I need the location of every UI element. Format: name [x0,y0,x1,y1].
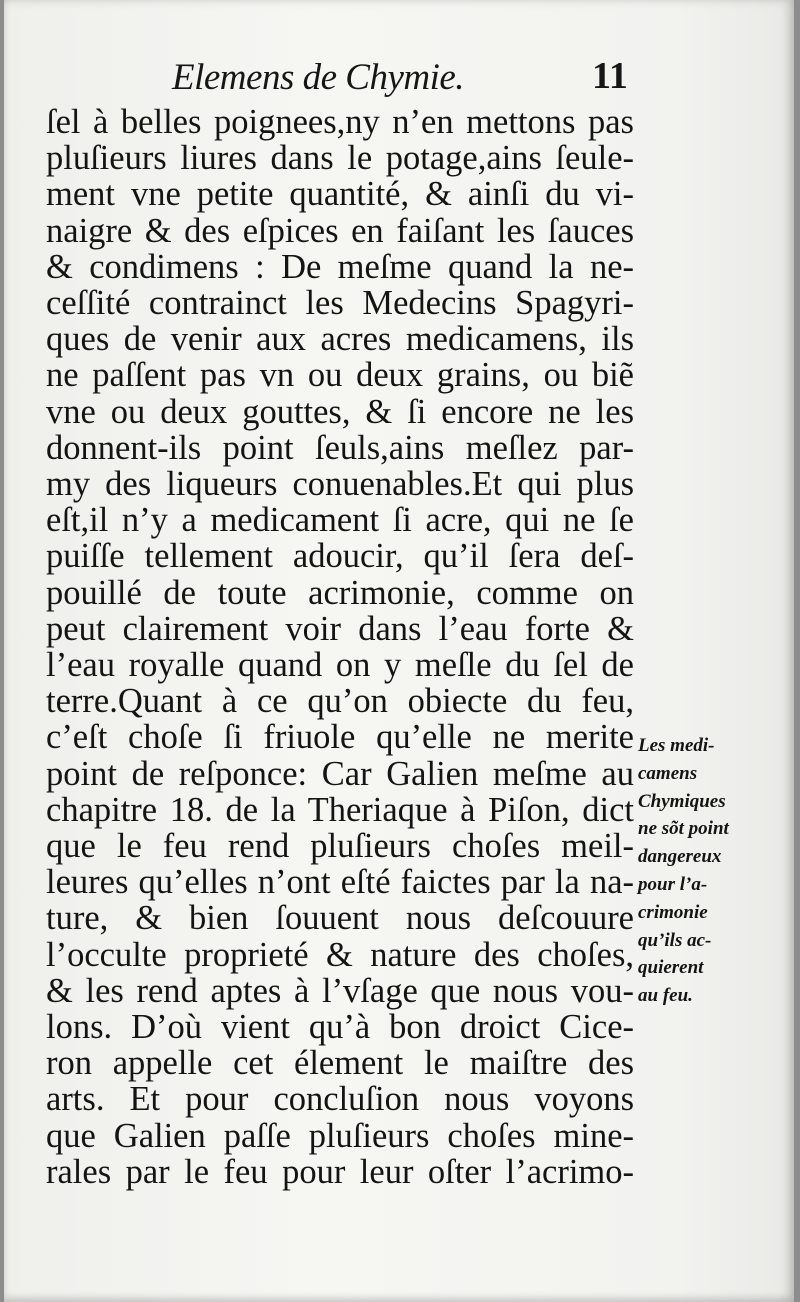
text-line: l’occulte proprieté & nature des choſes, [46,935,634,974]
running-title: Elemens de Chymie. [172,57,465,98]
text-line: lons. D’où vient qu’à bon droict Cice- [46,1008,634,1047]
text-line: que Galien paſſe pluſieurs choſes mine- [46,1116,634,1155]
text-line: l’eau royalle quand on y meſle du ſel de [46,646,634,685]
text-line: ture, & bien ſouuent nous deſcouure [46,899,634,938]
text-line: rales par le feu pour leur oſter l’acrimo- [46,1152,634,1191]
text-line: ne paſſent pas vn ou deux grains, ou biẽ [46,356,634,395]
text-line: my des liqueurs conuenables.Et qui plus [46,465,634,504]
text-line: & condimens : De meſme quand la ne- [46,247,634,286]
page-number: 11 [592,55,628,97]
text-line: chapitre 18. de la Theriaque à Piſon, dict [46,790,634,829]
text-line: point de reſponce: Car Galien meſme au [46,754,634,793]
marginal-note-line: dangereux [638,846,722,868]
text-line: leures qu’elles n’ont eſté faictes par la na- [46,863,634,902]
page-header [4,52,794,102]
text-line: ques de venir aux acres medicamens, ils [46,320,634,359]
marginal-note [638,732,790,1010]
text-line: ſel à belles poignees,ny n’en mettons pas [46,103,634,141]
book-page [4,0,794,1302]
text-line: c’eſt choſe ſi friuole qu’elle ne merite [46,718,634,757]
marginal-note-line: au feu. [638,985,693,1007]
marginal-note-line: crimonie [638,901,708,923]
text-line: terre.Quant à ce qu’on obiecte du feu, [46,682,634,721]
text-line: donnent-ils point ſeuls,ains meſlez par- [46,428,634,467]
text-line: que le feu rend pluſieurs choſes meil- [46,827,634,866]
marginal-note-line: camens [638,762,698,784]
text-line: peut clairement voir dans l’eau forte & [46,609,634,648]
marginal-note-line: Les medi- [638,735,715,756]
text-line: pouillé de toute acrimonie, comme on [46,573,634,612]
marginal-note-line: ne sõt point [638,818,729,840]
text-line: ment vne petite quantité, & ainſi du vi- [46,175,634,214]
text-line: pluſieurs liures dans le potage,ains ſeule- [46,139,634,178]
marginal-note-line: pour l’a- [638,873,708,895]
marginal-note-line: quierent [638,957,704,979]
text-line: puiſſe tellement adoucir, qu’il ſera deſ- [46,537,634,576]
text-line: ceſſité contrainct les Medecins Spagyri- [46,284,634,323]
text-line: ron appelle cet élement le maiſtre des [46,1044,634,1083]
marginal-note-line: Chymiques [638,790,726,812]
text-line: & les rend aptes à l’vſage que nous vou- [46,971,634,1010]
text-line: naigre & des eſpices en faiſant les ſauces [46,211,634,250]
text-line: eſt,il n’y a medicament ſi acre, qui ne ſe [46,501,634,540]
text-line: arts. Et pour concluſion nous voyons [46,1080,634,1119]
text-line: vne ou deux gouttes, & ſi encore ne les [46,392,634,431]
marginal-note-line: qu’ils ac- [638,929,712,951]
main-text-block [46,104,634,1190]
